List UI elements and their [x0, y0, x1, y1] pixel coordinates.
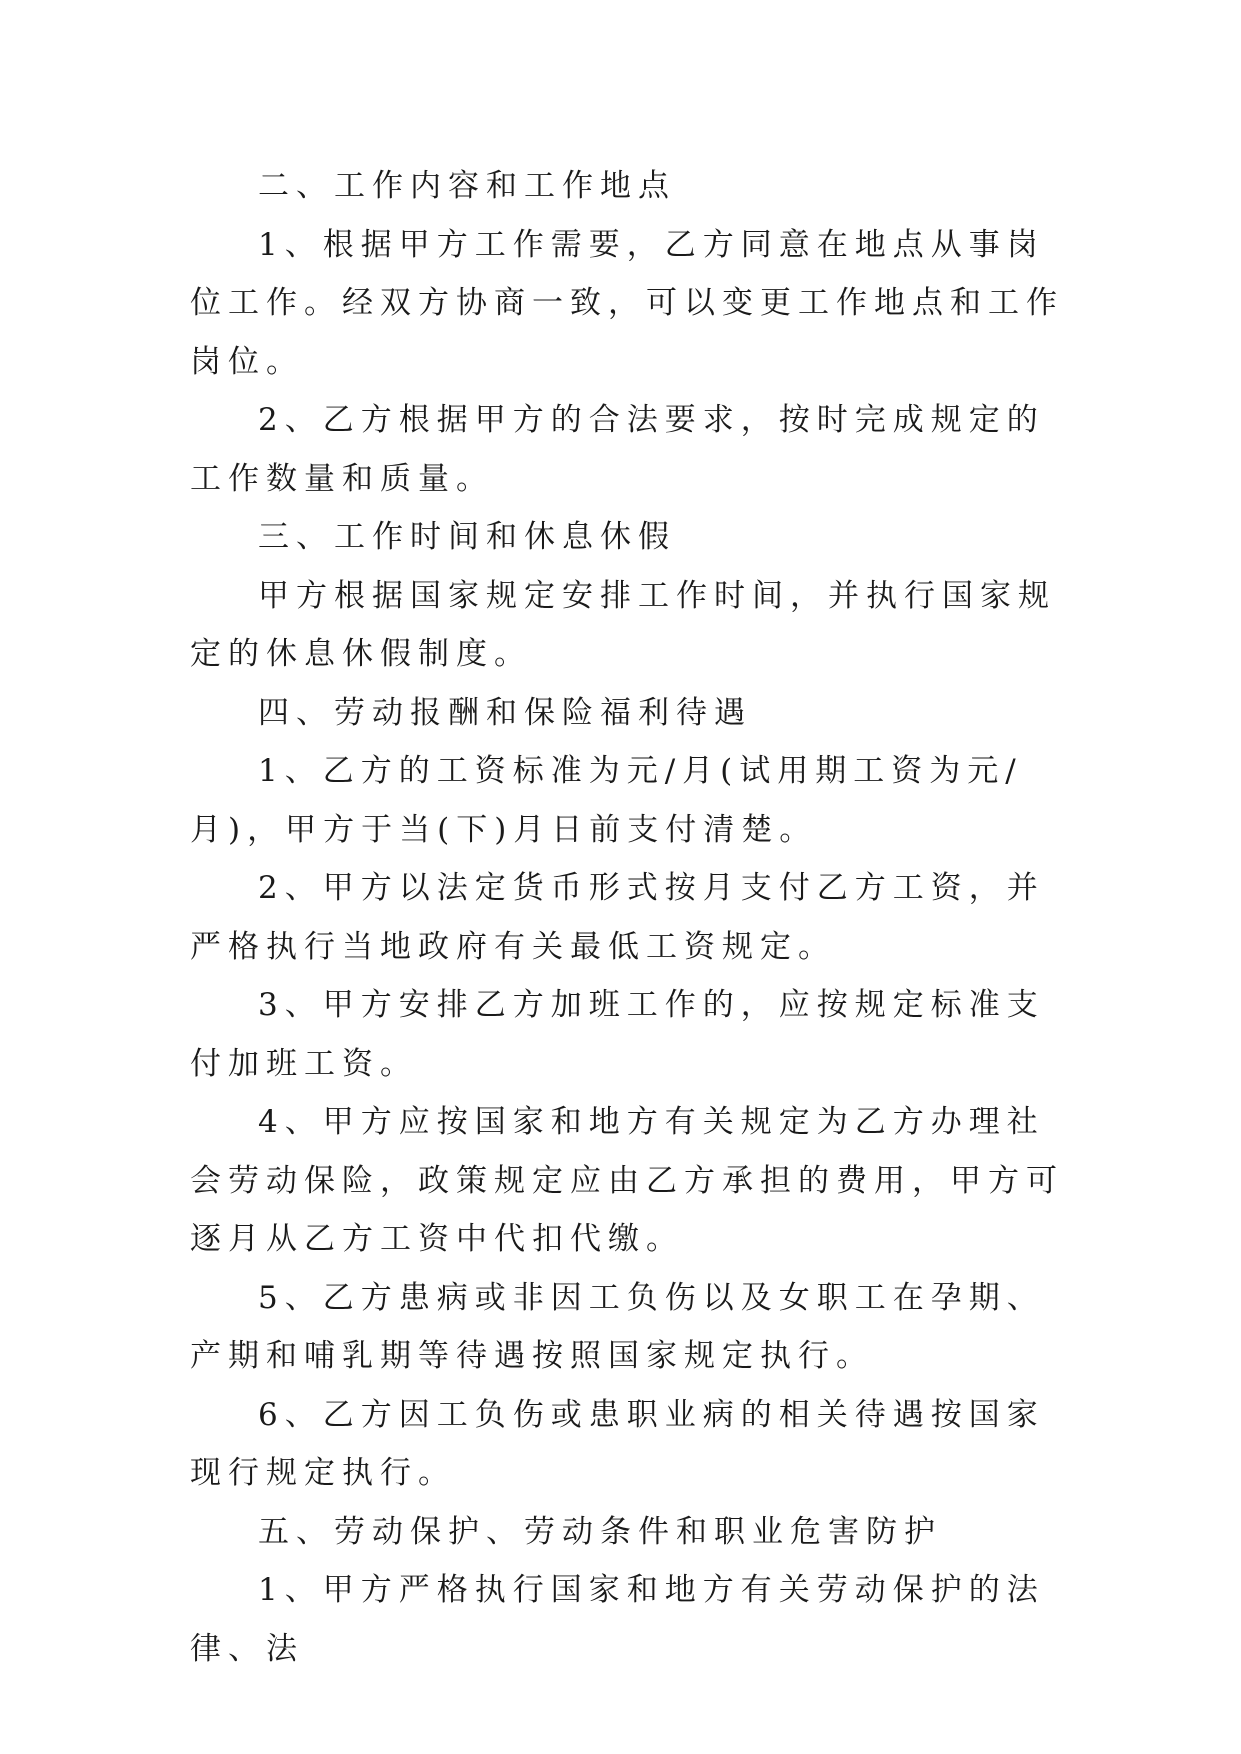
section-heading-work-content: 二、工作内容和工作地点	[258, 168, 676, 204]
paragraph: 2、甲方以法定货币形式按月支付乙方工资，并严格执行当地政府有关最低工资规定。	[190, 870, 1045, 965]
paragraph: 1、乙方的工资标准为元/月(试用期工资为元/月)，甲方于当(下)月日前支付清楚。	[190, 753, 1023, 848]
paragraph: 1、甲方严格执行国家和地方有关劳动保护的法律、法	[190, 1572, 1045, 1667]
document-body	[190, 157, 1070, 1678]
paragraph: 1、根据甲方工作需要，乙方同意在地点从事岗位工作。经双方协商一致，可以变更工作地点和工作岗位。	[190, 226, 1064, 380]
paragraph: 3、甲方安排乙方加班工作的，应按规定标准支付加班工资。	[190, 987, 1045, 1082]
paragraph: 5、乙方患病或非因工负伤以及女职工在孕期、产期和哺乳期等待遇按照国家规定执行。	[190, 1279, 1045, 1374]
section-heading-remuneration: 四、劳动报酬和保险福利待遇	[258, 694, 752, 731]
paragraph: 4、甲方应按国家和地方有关规定为乙方办理社会劳动保险，政策规定应由乙方承担的费用，甲方可逐月从乙方工资中代扣代缴。	[190, 1104, 1064, 1257]
paragraph: 甲方根据国家规定安排工作时间，并执行国家规定的休息休假制度。	[190, 577, 1056, 672]
section-heading-labor-protection: 五、劳动保护、劳动条件和职业危害防护	[258, 1513, 942, 1550]
paragraph: 6、乙方因工负伤或患职业病的相关待遇按国家现行规定执行。	[190, 1396, 1045, 1491]
paragraph: 2、乙方根据甲方的合法要求，按时完成规定的工作数量和质量。	[190, 402, 1045, 497]
section-heading-work-time: 三、工作时间和休息休假	[258, 519, 676, 555]
